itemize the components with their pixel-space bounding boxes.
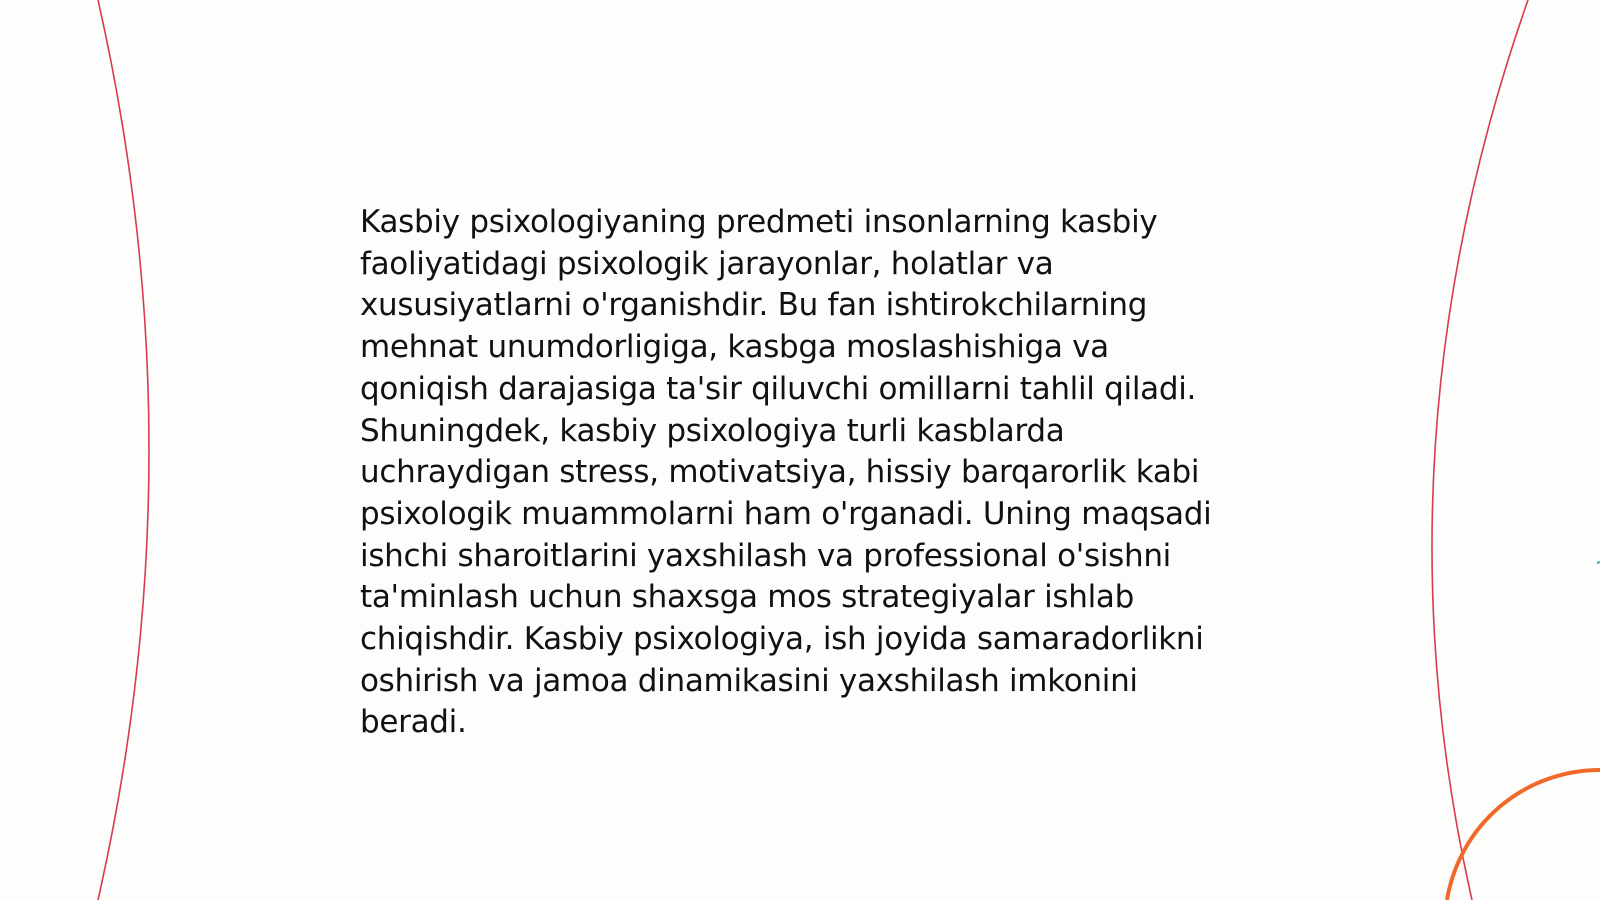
body-paragraph: Kasbiy psixologiyaning predmeti insonlarning kasbiy faoliyatidagi psixologik jarayonlar, holatlar va xususiyatlarni o'rganishdir. Bu fan ishtirokchilarning mehnat unumdorligiga, kasbga moslashishiga va qoniqish darajasiga ta'sir qiluvchi omillarni tahlil qiladi. Shuningdek, kasbiy psixologiya turli kasblarda uchraydigan stress, motivatsiya, hissiy barqarorlik kabi psixologik muammolarni ham o'rganadi. Uning maqsadi ishchi sharoitlarini yaxshilash va professional o'sishni ta'minlash uchun shaxsga mos strategiyalar ishlab chiqishdir. Kasbiy psixologiya, ish joyida samaradorlikni oshirish va jamoa dinamikasini yaxshilash imkonini beradi.	[360, 204, 1212, 741]
orange-arc	[1447, 770, 1600, 900]
right-decorative-curve	[1432, 0, 1528, 900]
left-decorative-curve	[98, 0, 149, 900]
